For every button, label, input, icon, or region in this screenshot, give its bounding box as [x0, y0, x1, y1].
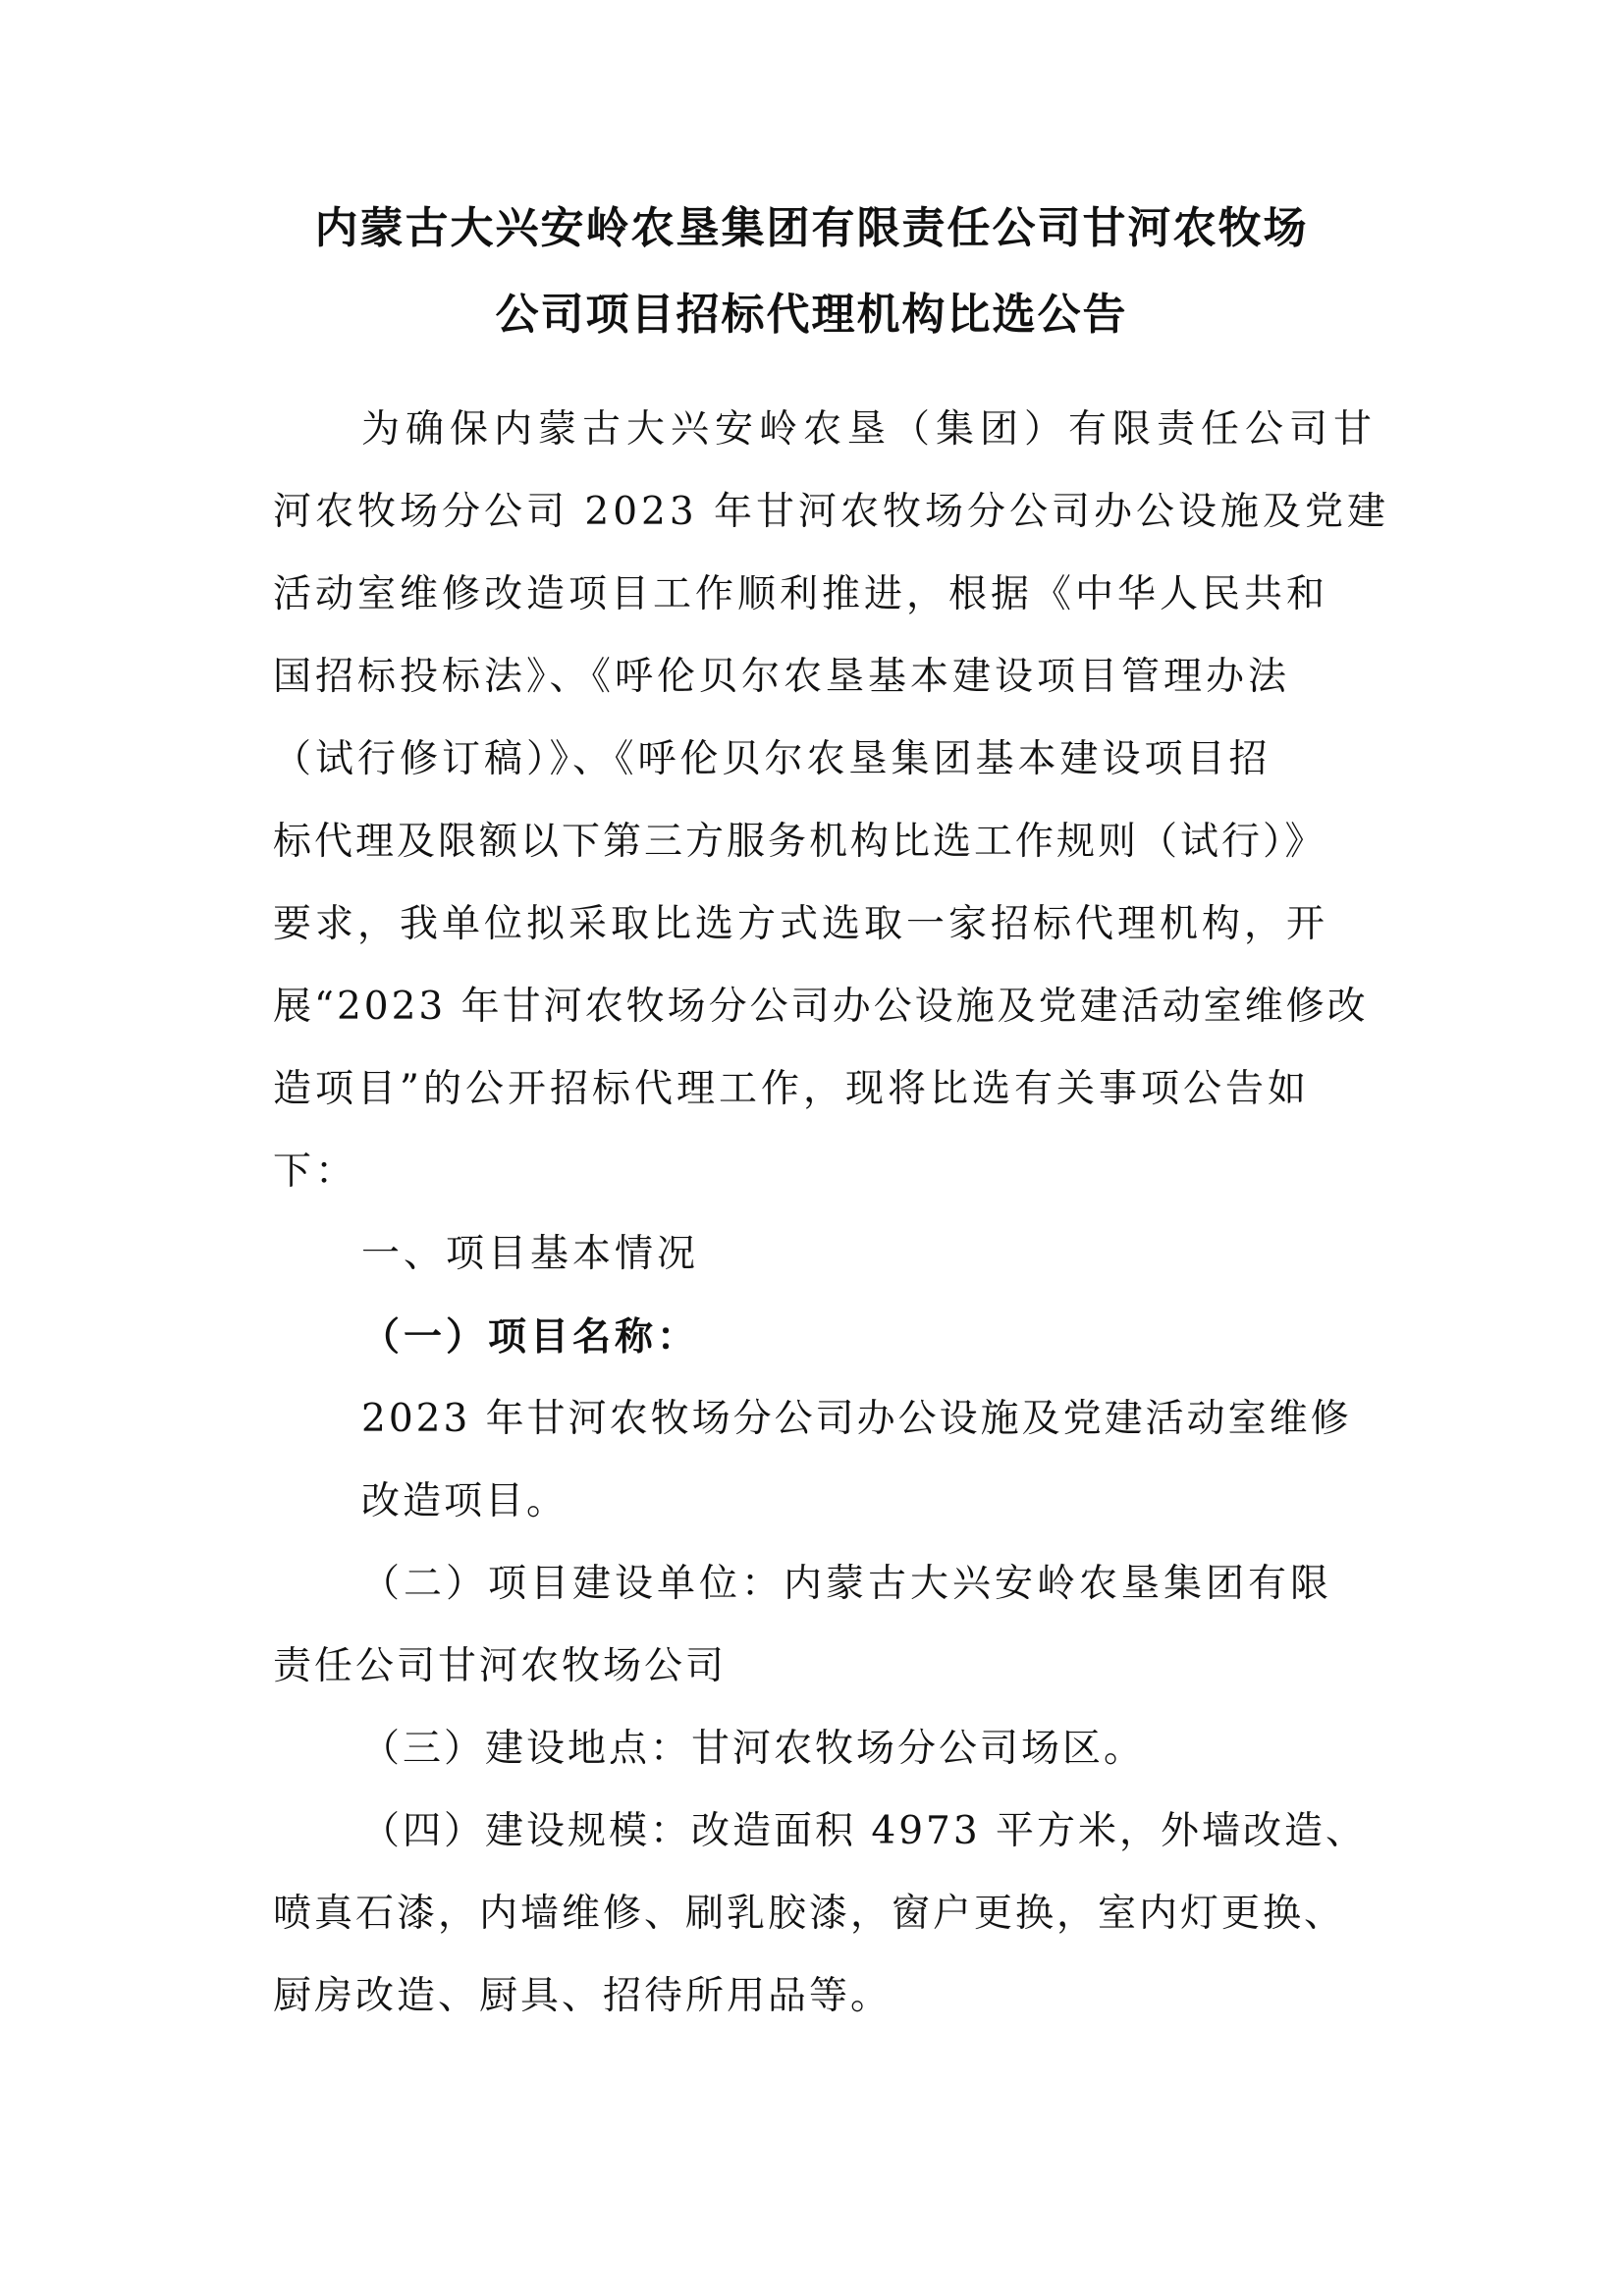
intro-line-10: 下： — [273, 1149, 358, 1194]
intro-line-4: 国招标投标法》、《呼伦贝尔农垦基本建设项目管理办法 — [273, 655, 1291, 699]
intro-line-5: （试行修订稿）》、《呼伦贝尔农垦集团基本建设项目招 — [273, 737, 1271, 781]
intro-line-6: 标代理及限额以下第三方服务机构比选工作规则（试行）》 — [273, 820, 1326, 864]
intro-line-2: 河农牧场分公司 2023 年甘河农牧场分公司办公设施及党建 — [273, 490, 1390, 534]
item-4-line-2: 喷真石漆，内墙维修、刷乳胶漆，窗户更换，室内灯更换、 — [273, 1892, 1346, 1936]
item-1-line-2: 改造项目。 — [361, 1479, 568, 1523]
item-1-line-1: 2023 年甘河农牧场分公司办公设施及党建活动室维修 — [361, 1397, 1352, 1441]
intro-line-9: 造项目”的公开招标代理工作，现将比选有关事项公告如 — [273, 1067, 1310, 1111]
section-1-heading: 一、项目基本情况 — [361, 1232, 700, 1276]
item-2-line-2: 责任公司甘河农牧场公司 — [273, 1644, 728, 1688]
item-4-line-1: （四）建设规模：改造面积 4973 平方米，外墙改造、 — [361, 1809, 1368, 1853]
item-3-line: （三）建设地点：甘河农牧场分公司场区。 — [361, 1727, 1146, 1771]
intro-line-3: 活动室维修改造项目工作顺利推进，根据《中华人民共和 — [273, 572, 1329, 616]
item-2-line-1: （二）项目建设单位：内蒙古大兴安岭农垦集团有限 — [361, 1562, 1333, 1606]
item-4-line-3: 厨房改造、厨具、招待所用品等。 — [273, 1974, 893, 2018]
document-title-line-1: 内蒙古大兴安岭农垦集团有限责任公司甘河农牧场 — [314, 203, 1309, 253]
intro-line-7: 要求，我单位拟采取比选方式选取一家招标代理机构，开 — [273, 902, 1329, 946]
item-1-heading: （一）项目名称： — [361, 1314, 700, 1360]
intro-line-8: 展“2023 年甘河农牧场分公司办公设施及党建活动室维修改 — [273, 985, 1369, 1029]
document-title-line-2: 公司项目招标代理机构比选公告 — [495, 290, 1128, 340]
intro-line-1: 为确保内蒙古大兴安岭农垦（集团）有限责任公司甘 — [361, 407, 1379, 452]
